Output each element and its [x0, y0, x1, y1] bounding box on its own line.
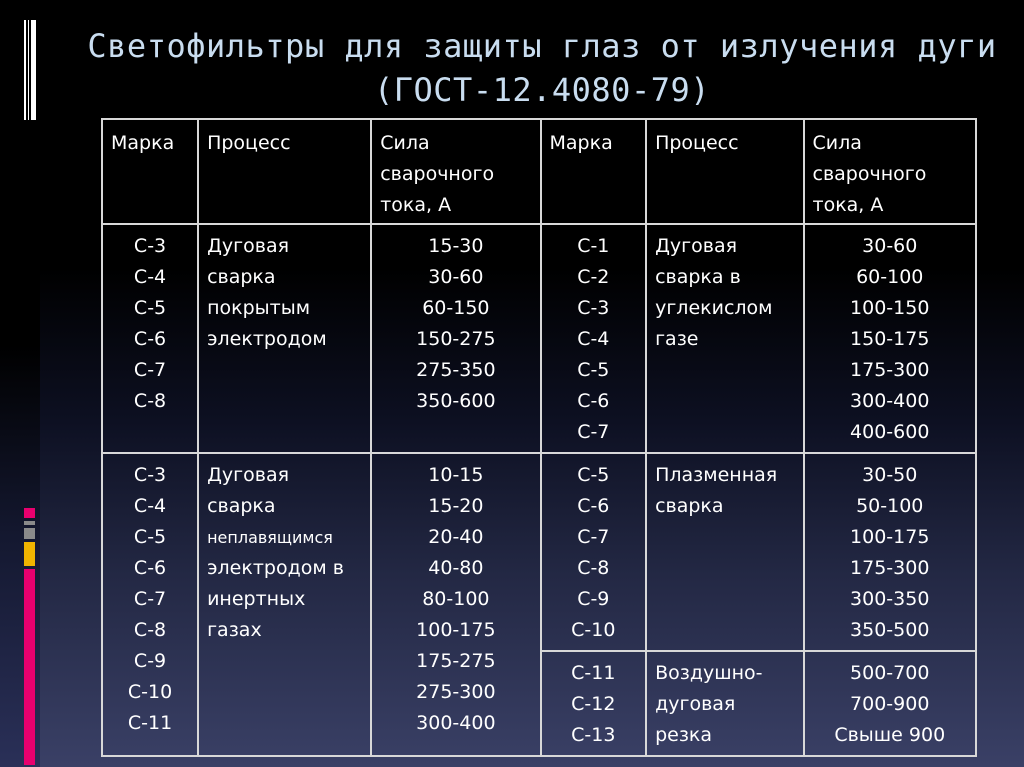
cell-line: С-7 — [133, 359, 167, 381]
cell-line: С-9 — [133, 650, 167, 672]
slide-title: Светофильтры для защиты глаз от излучения дуги (ГОСТ-12.4080-79) — [87, 27, 997, 109]
cell-line: С-10 — [127, 681, 173, 703]
cell-line: С-9 — [577, 588, 610, 610]
table-row — [102, 453, 976, 651]
cell-line: резка — [655, 724, 713, 746]
cell-line: сварка — [207, 266, 276, 288]
cell-line: 20-40 — [428, 526, 484, 548]
cell-line: 15-20 — [428, 495, 484, 517]
cell-line: 350-600 — [416, 390, 496, 412]
cell-line: 60-150 — [422, 297, 490, 319]
cell-line: С-3 — [133, 464, 167, 486]
process-cell — [646, 224, 803, 453]
cell-line: газах — [207, 619, 262, 641]
current-cell — [804, 651, 977, 756]
cell-line: С-12 — [571, 693, 616, 715]
cell-line: С-11 — [571, 662, 616, 684]
marks-cell — [541, 651, 647, 756]
process-cell — [198, 453, 371, 756]
current-cell — [804, 453, 977, 651]
marks-cell — [102, 224, 198, 453]
cell-line: Свыше 900 — [834, 724, 946, 746]
cell-line: дуговая — [655, 693, 736, 715]
cell-line: Плазменная — [655, 464, 778, 486]
cell-line: С-5 — [133, 526, 167, 548]
cell-line: С-2 — [577, 266, 610, 288]
cell-line: 80-100 — [422, 588, 490, 610]
cell-line: Воздушно- — [655, 662, 763, 684]
cell-line: 400-600 — [850, 421, 930, 443]
cell-line: 350-500 — [850, 619, 930, 641]
cell-line: 30-60 — [428, 266, 484, 288]
table-row — [102, 224, 976, 453]
cell-line: С-8 — [133, 619, 167, 641]
cell-line: С-6 — [577, 390, 610, 412]
cell-line: С-5 — [577, 464, 610, 486]
cell-line: Дуговая — [655, 235, 738, 257]
decorative-bars — [24, 20, 38, 120]
cell-line: С-11 — [127, 712, 173, 734]
header-cell: Процесс — [646, 119, 803, 224]
cell-line: 60-100 — [856, 266, 924, 288]
process-cell — [646, 651, 803, 756]
marks-cell — [541, 224, 647, 453]
cell-line: 50-100 — [856, 495, 924, 517]
cell-line: сварка в — [655, 266, 741, 288]
header-cell: Марка — [541, 119, 647, 224]
cell-line: 100-175 — [416, 619, 496, 641]
cell-line: С-7 — [577, 526, 610, 548]
cell-line: С-7 — [133, 588, 167, 610]
marks-cell — [541, 453, 647, 651]
cell-line: 275-350 — [416, 359, 496, 381]
cell-line: 150-275 — [416, 328, 496, 350]
cell-line: электродом в — [207, 557, 344, 579]
cell-line: 10-15 — [428, 464, 484, 486]
cell-line: покрытым — [207, 297, 311, 319]
cell-line: 175-300 — [850, 359, 930, 381]
cell-line: 40-80 — [428, 557, 484, 579]
current-cell — [371, 224, 540, 453]
cell-line: Дуговая — [207, 464, 290, 486]
header-cell: Сила сварочного тока, А — [371, 119, 540, 224]
cell-line: С-4 — [133, 495, 167, 517]
cell-line: С-4 — [133, 266, 167, 288]
marks-cell — [102, 453, 198, 756]
cell-line: Дуговая — [207, 235, 290, 257]
cell-line: 300-400 — [416, 712, 496, 734]
cell-line: сварка — [655, 495, 724, 517]
cell-line: сварка — [207, 495, 276, 517]
cell-line: 15-30 — [428, 235, 484, 257]
filters-table — [101, 118, 977, 757]
cell-line: электродом — [207, 328, 327, 350]
cell-line: 30-50 — [862, 464, 918, 486]
cell-line: С-5 — [133, 297, 167, 319]
cell-line: инертных — [207, 588, 306, 610]
cell-line: С-7 — [577, 421, 610, 443]
cell-line: С-6 — [133, 557, 167, 579]
cell-line: газе — [655, 328, 699, 350]
header-cell: Марка — [102, 119, 198, 224]
cell-line: С-8 — [577, 557, 610, 579]
cell-line: С-6 — [133, 328, 167, 350]
header-cell: Сила сварочного тока, А — [804, 119, 977, 224]
header-cell: Процесс — [198, 119, 371, 224]
cell-line: 100-175 — [850, 526, 930, 548]
cell-line: 175-275 — [416, 650, 496, 672]
cell-line: С-8 — [133, 390, 167, 412]
cell-line: 30-60 — [862, 235, 918, 257]
cell-line: С-5 — [577, 359, 610, 381]
cell-line: С-6 — [577, 495, 610, 517]
cell-line: 175-300 — [850, 557, 930, 579]
cell-line: С-3 — [133, 235, 167, 257]
header-row — [102, 119, 976, 224]
cell-line: С-4 — [577, 328, 610, 350]
process-cell — [198, 224, 371, 453]
cell-line: 300-400 — [850, 390, 930, 412]
current-cell — [804, 224, 977, 453]
current-cell — [371, 453, 540, 756]
cell-line: 700-900 — [850, 693, 930, 715]
cell-line: неплавящимся — [207, 528, 333, 547]
cell-line: С-10 — [571, 619, 616, 641]
cell-line: 100-150 — [850, 297, 930, 319]
cell-line: углекислом — [655, 297, 773, 319]
cell-line: 150-175 — [850, 328, 930, 350]
cell-line: С-13 — [571, 724, 616, 746]
cell-line: 500-700 — [850, 662, 930, 684]
cell-line: С-1 — [577, 235, 610, 257]
cell-line: 300-350 — [850, 588, 930, 610]
process-cell — [646, 453, 803, 651]
cell-line: 275-300 — [416, 681, 496, 703]
cell-line: С-3 — [577, 297, 610, 319]
